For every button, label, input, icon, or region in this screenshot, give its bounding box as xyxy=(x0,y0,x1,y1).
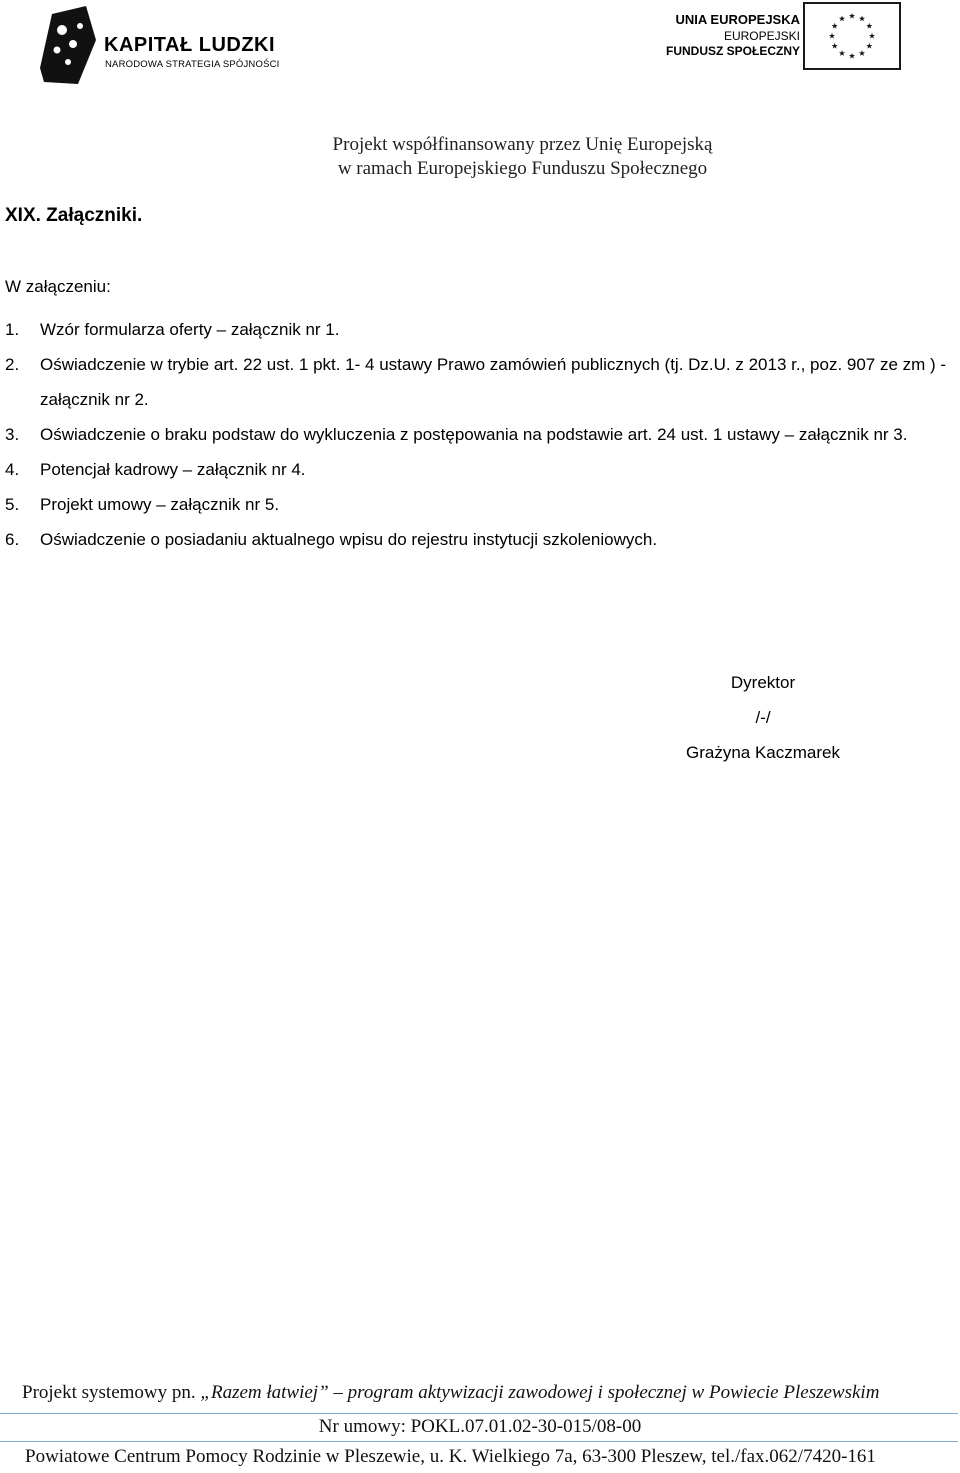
list-item xyxy=(5,487,955,522)
eu-logo-line1: UNIA EUROPEJSKA xyxy=(675,12,800,27)
footer-project xyxy=(22,1382,879,1404)
list-item xyxy=(5,417,955,452)
list-item-number: 2. xyxy=(5,355,20,374)
list-item-text: Oświadczenie w trybie art. 22 ust. 1 pkt. 1- 4 ustawy Prawo zamówień publicznych (tj. Dz.U. z 2013 r., poz. 907 ze zm ) - załącznik nr 2. xyxy=(40,355,947,409)
kapital-ludzki-subtitle: NARODOWA STRATEGIA SPÓJNOŚCI xyxy=(105,59,280,70)
eu-flag-icon xyxy=(803,2,901,70)
signature-title: Dyrektor xyxy=(730,673,796,692)
eu-star-icon xyxy=(866,43,872,49)
attachments-intro: W załączeniu: xyxy=(5,277,111,296)
footer-contract: Nr umowy: POKL.07.01.02-30-015/08-00 xyxy=(318,1416,642,1437)
footer-project-prefix: Projekt systemowy pn. xyxy=(22,1382,196,1403)
section-title: XIX. Załączniki. xyxy=(5,205,143,226)
kapital-ludzki-title: KAPITAŁ LUDZKI xyxy=(104,34,276,56)
footer-divider xyxy=(0,1413,958,1414)
cofinancing-statement xyxy=(240,133,805,181)
signature-mark: /-/ xyxy=(755,708,771,727)
eu-star-icon xyxy=(869,33,875,39)
list-item-number: 4. xyxy=(5,460,20,479)
eu-star-icon xyxy=(839,50,845,56)
eu-star-icon xyxy=(849,13,855,19)
list-item-number: 6. xyxy=(5,530,20,549)
list-item xyxy=(5,522,955,557)
list-item-text: Projekt umowy – załącznik nr 5. xyxy=(40,495,280,514)
eu-star-icon xyxy=(832,43,838,49)
list-item-text: Potencjał kadrowy – załącznik nr 4. xyxy=(40,460,306,479)
cofinancing-line1: Projekt współfinansowany przez Unię Europejską xyxy=(332,134,713,155)
list-item-text: Oświadczenie o posiadaniu aktualnego wpisu do rejestru instytucji szkoleniowych. xyxy=(40,530,658,549)
kapital-ludzki-logo-icon xyxy=(38,6,100,86)
eu-logo-line3: FUNDUSZ SPOŁECZNY xyxy=(665,44,800,58)
list-item-number: 3. xyxy=(5,425,20,444)
eu-star-icon xyxy=(829,33,835,39)
attachments-list xyxy=(5,312,955,557)
footer-project-name: „Razem łatwiej” – program aktywizacji zawodowej i społecznej w Powiecie Pleszewskim xyxy=(200,1382,880,1403)
list-item-number: 5. xyxy=(5,495,20,514)
eu-star-icon xyxy=(859,50,865,56)
signature-name: Grażyna Kaczmarek xyxy=(686,743,840,762)
signature-block xyxy=(663,665,863,770)
footer-divider xyxy=(0,1441,958,1442)
list-item-number: 1. xyxy=(5,320,20,339)
eu-star-icon xyxy=(839,15,845,21)
list-item-text: Oświadczenie o braku podstaw do wykluczenia z postępowania na podstawie art. 24 ust. 1 ustawy – załącznik nr 3. xyxy=(40,425,908,444)
kapital-ludzki-logo xyxy=(38,6,278,86)
eu-star-icon xyxy=(859,15,865,21)
cofinancing-line2: w ramach Europejskiego Funduszu Społecznego xyxy=(337,158,708,179)
list-item xyxy=(5,347,955,417)
list-item xyxy=(5,452,955,487)
eu-star-icon xyxy=(832,23,838,29)
eu-logo xyxy=(660,2,902,72)
list-item-text: Wzór formularza oferty – załącznik nr 1. xyxy=(40,320,340,339)
footer-address: Powiatowe Centrum Pomocy Rodzinie w Pleszewie, u. K. Wielkiego 7a, 63-300 Pleszew, tel./fax.062/7420-161 xyxy=(25,1446,876,1467)
list-item xyxy=(5,312,955,347)
eu-star-icon xyxy=(866,23,872,29)
eu-logo-line2: EUROPEJSKI xyxy=(723,29,800,43)
eu-star-icon xyxy=(849,53,855,59)
